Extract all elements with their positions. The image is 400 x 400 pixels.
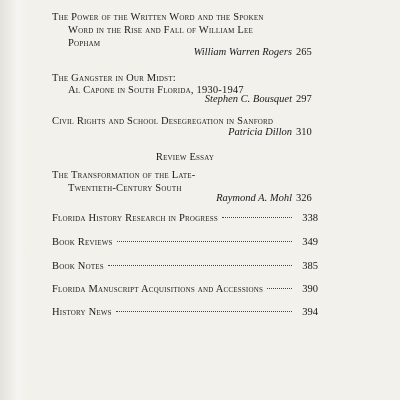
article-1-title-line-2: Word in the Rise and Fall of William Lee: [68, 25, 253, 36]
toc-row-research-in-progress: [52, 213, 318, 225]
dot-leader: [108, 265, 292, 266]
review-essay-page: 326: [296, 193, 312, 204]
dot-leader: [116, 311, 292, 312]
toc-row-book-reviews: [52, 237, 318, 249]
dot-leader: [117, 241, 292, 242]
dot-leader: [267, 288, 292, 289]
article-1-author: William Warren Rogers: [193, 47, 292, 58]
article-2-author: Stephen C. Bousquet: [204, 94, 292, 105]
toc-row-label: Florida Manuscript Acquisitions and Accessions: [52, 284, 264, 295]
review-essay-title-line-2: Twentieth-Century South: [68, 183, 182, 194]
article-1-title-line-1: The Power of the Written Word and the Spoken: [52, 12, 264, 23]
dot-leader: [222, 217, 292, 218]
toc-row-page: 390: [302, 284, 318, 295]
toc-row-label: Florida History Research in Progress: [52, 213, 218, 224]
article-2-title-line-1: The Gangster in Our Midst:: [52, 73, 176, 84]
article-2-title-line-2: Al Capone in South Florida, 1930-1947: [68, 85, 244, 96]
article-3-author: Patricia Dillon: [228, 127, 292, 138]
article-2-page: 297: [296, 94, 312, 105]
toc-row-history-news: [52, 307, 318, 319]
toc-row-label: Book Notes: [52, 261, 104, 272]
review-essay-author: Raymond A. Mohl: [216, 193, 292, 204]
toc-row-page: 349: [302, 237, 318, 248]
toc-row-book-notes: [52, 261, 318, 273]
article-1-page: 265: [296, 47, 312, 58]
article-1-title-line-3: Popham: [68, 38, 101, 49]
toc-row-label: Book Reviews: [52, 237, 113, 248]
article-3-title-line-1: Civil Rights and School Desegregation in Sanford: [52, 116, 274, 127]
toc-row-page: 394: [302, 307, 318, 318]
toc-row-page: 385: [302, 261, 318, 272]
toc-row-label: History News: [52, 307, 112, 318]
toc-row-page: 338: [302, 213, 318, 224]
review-essay-heading: Review Essay: [155, 152, 215, 163]
review-essay-title-line-1: The Transformation of the Late-: [52, 170, 196, 181]
toc-row-manuscript-acquisitions: [52, 284, 318, 296]
article-3-page: 310: [296, 127, 312, 138]
